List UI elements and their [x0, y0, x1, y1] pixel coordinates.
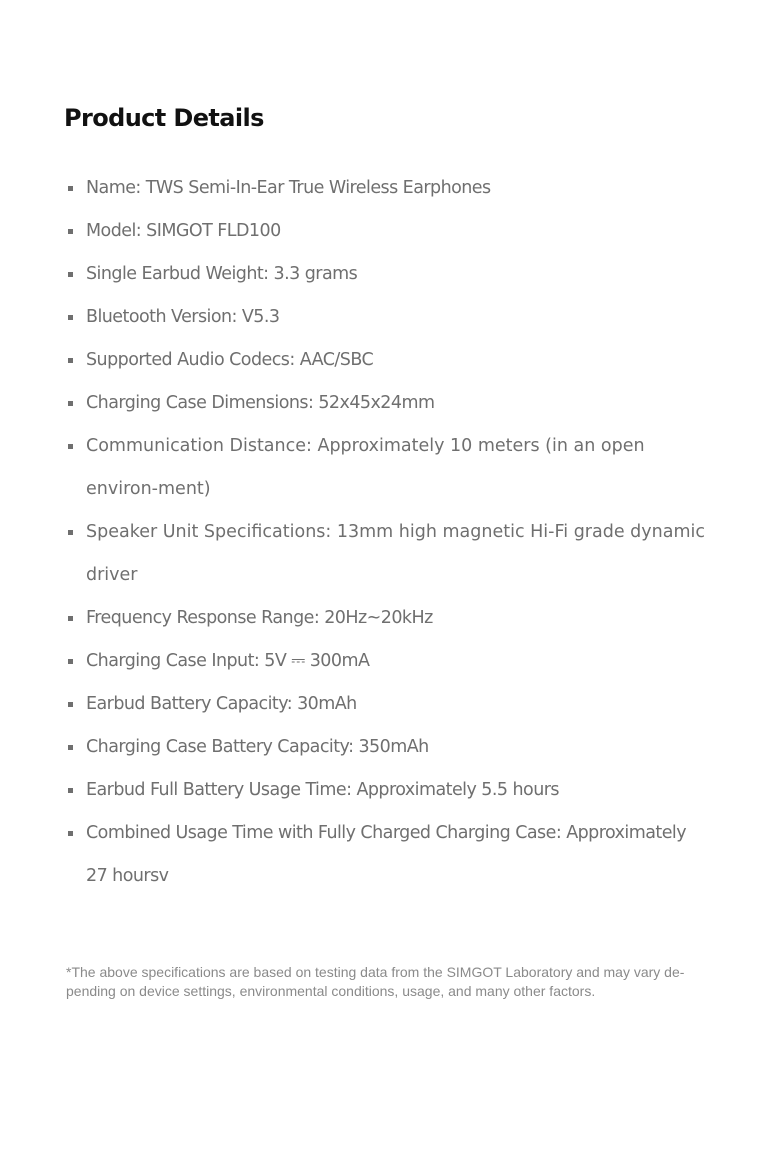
bullet-icon — [68, 788, 73, 793]
spec-item-frequency-response — [0, 597, 706, 640]
spec-value: 3.3 grams — [268, 264, 358, 284]
spec-item-name — [0, 167, 706, 210]
spec-value: AAC/SBC — [294, 350, 374, 370]
spec-item-communication-distance — [0, 425, 706, 511]
bullet-icon — [68, 186, 73, 191]
spec-list — [0, 167, 764, 898]
bullet-icon — [68, 401, 73, 406]
spec-text: Frequency Response Range: 20Hz~20kHz — [86, 608, 433, 628]
spec-text: Charging Case Dimensions: 52x45x24mm — [86, 393, 435, 413]
spec-item-earbud-usage-time — [0, 769, 706, 812]
spec-value: V5.3 — [236, 307, 280, 327]
page-title: Product Details — [64, 104, 264, 132]
spec-value: TWS Semi-In-Ear True Wireless Earphones — [140, 178, 491, 198]
bullet-icon — [68, 358, 73, 363]
spec-item-case-battery — [0, 726, 706, 769]
spec-item-case-dimensions — [0, 382, 706, 425]
spec-key: Single Earbud Weight: — [86, 264, 269, 284]
bullet-icon — [68, 659, 73, 664]
spec-item-earbud-battery — [0, 683, 706, 726]
bullet-icon — [68, 272, 73, 277]
spec-key: Bluetooth Version: — [86, 307, 237, 327]
spec-item-model — [0, 210, 706, 253]
bullet-icon — [68, 702, 73, 707]
spec-text: Communication Distance: Approximately 10 meters (in an open environ-ment) — [86, 436, 645, 499]
spec-item-bluetooth — [0, 296, 706, 339]
bullet-icon — [68, 831, 73, 836]
bullet-icon — [68, 229, 73, 234]
bullet-icon — [68, 616, 73, 621]
spec-text: Earbud Full Battery Usage Time: Approximately 5.5 hours — [86, 780, 559, 800]
spec-item-weight — [0, 253, 706, 296]
spec-text: Charging Case Input: 5V ⎓ 300mA — [86, 651, 370, 671]
spec-text: Combined Usage Time with Fully Charged Charging Case: Approximately 27 hoursv — [86, 823, 687, 886]
spec-key: Supported Audio Codecs: — [86, 350, 295, 370]
spec-item-codecs — [0, 339, 706, 382]
bullet-icon — [68, 530, 73, 535]
bullet-icon — [68, 745, 73, 750]
spec-text: Speaker Unit Specifications: 13mm high magnetic Hi-Fi grade dynamic driver — [86, 522, 705, 585]
bullet-icon — [68, 444, 73, 449]
spec-item-speaker-unit — [0, 511, 706, 597]
bullet-icon — [68, 315, 73, 320]
spec-item-combined-usage-time — [0, 812, 706, 898]
spec-key: Name: — [86, 178, 141, 198]
spec-text: Earbud Battery Capacity: 30mAh — [86, 694, 357, 714]
spec-text: Charging Case Battery Capacity: 350mAh — [86, 737, 429, 757]
disclaimer-footnote: *The above specifications are based on testing data from the SIMGOT Laboratory and may vary de-pending on device settings, environmental conditions, usage, and many other factors. — [66, 964, 685, 999]
spec-key: Model: — [86, 221, 142, 241]
spec-value: SIMGOT FLD100 — [141, 221, 281, 241]
spec-item-case-input — [0, 640, 706, 683]
